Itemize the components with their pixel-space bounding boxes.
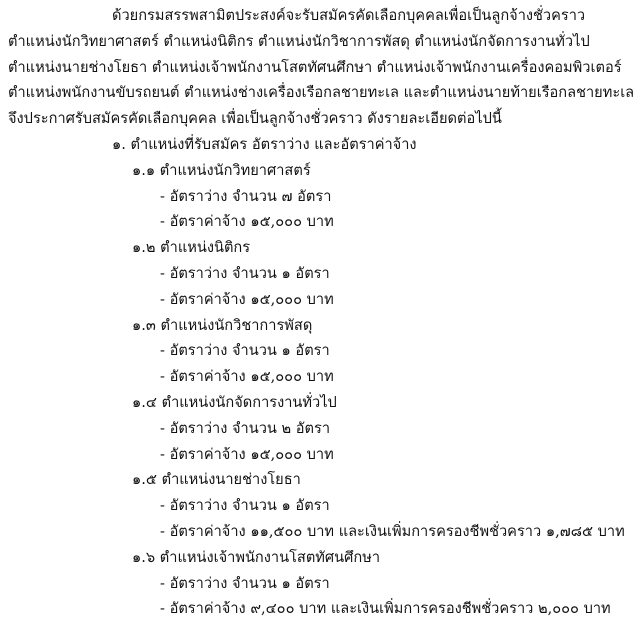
position-vacancy: - อัตราว่าง จำนวน ๗ อัตรา [160,187,332,205]
position-title: ๑.๒ ตำแหน่งนิติกร [132,239,251,257]
intro-line: ตำแหน่งนักวิทยาศาสตร์ ตำแหน่งนิติกร ตำแหน่งนักวิชาการพัสดุ ตำแหน่งนักจัดการงานทั่วไป [8,32,590,50]
intro-line: ด้วยกรมสรรพสามิตประสงค์จะรับสมัครคัดเลือกบุคคลเพื่อเป็นลูกจ้างชั่วคราว [112,7,586,24]
intro-line: ตำแหน่งพนักงานขับรถยนต์ ตำแหน่งช่างเครื่องเรือกลชายทะเล และตำแหน่งนายท้ายเรือกลชายทะเล [8,84,635,102]
intro-line: จึงประกาศรับสมัครคัดเลือกบุคคล เพื่อเป็นลูกจ้างชั่วคราว ดังรายละเอียดต่อไปนี้ [8,110,502,128]
position-title: ๑.๓ ตำแหน่งนักวิชาการพัสดุ [132,316,313,334]
position-wage: - อัตราค่าจ้าง ๑๕,๐๐๐ บาท [160,368,334,386]
position-wage: - อัตราค่าจ้าง ๑๑,๕๐๐ บาท และเงินเพิ่มการครองชีพชั่วคราว ๑,๗๘๕ บาท [160,523,625,540]
position-title: ๑.๕ ตำแหน่งนายช่างโยธา [132,471,301,489]
position-wage: - อัตราค่าจ้าง ๑๕,๐๐๐ บาท [160,445,334,463]
intro-line: ตำแหน่งนายช่างโยธา ตำแหน่งเจ้าพนักงานโสตทัศนศึกษา ตำแหน่งเจ้าพนักงานเครื่องคอมพิวเตอร์ [8,58,622,76]
position-vacancy: - อัตราว่าง จำนวน ๒ อัตรา [160,419,331,437]
position-vacancy: - อัตราว่าง จำนวน ๑ อัตรา [160,497,330,515]
position-title: ๑.๔ ตำแหน่งนักจัดการงานทั่วไป [132,394,337,411]
position-vacancy: - อัตราว่าง จำนวน ๑ อัตรา [160,342,330,360]
section-heading: ๑. ตำแหน่งที่รับสมัคร อัตราว่าง และอัตราค่าจ้าง [112,136,417,153]
position-wage: - อัตราค่าจ้าง ๑๕,๐๐๐ บาท [160,290,334,308]
position-wage: - อัตราค่าจ้าง ๙,๔๐๐ บาท และเงินเพิ่มการครองชีพชั่วคราว ๒,๐๐๐ บาท [160,600,611,618]
position-title: ๑.๑ ตำแหน่งนักวิทยาศาสตร์ [132,161,311,179]
position-vacancy: - อัตราว่าง จำนวน ๑ อัตรา [160,265,330,282]
position-wage: - อัตราค่าจ้าง ๑๕,๐๐๐ บาท [160,213,334,231]
position-vacancy: - อัตราว่าง จำนวน ๑ อัตรา [160,574,330,592]
position-title: ๑.๖ ตำแหน่งเจ้าพนักงานโสตทัศนศึกษา [132,548,381,566]
